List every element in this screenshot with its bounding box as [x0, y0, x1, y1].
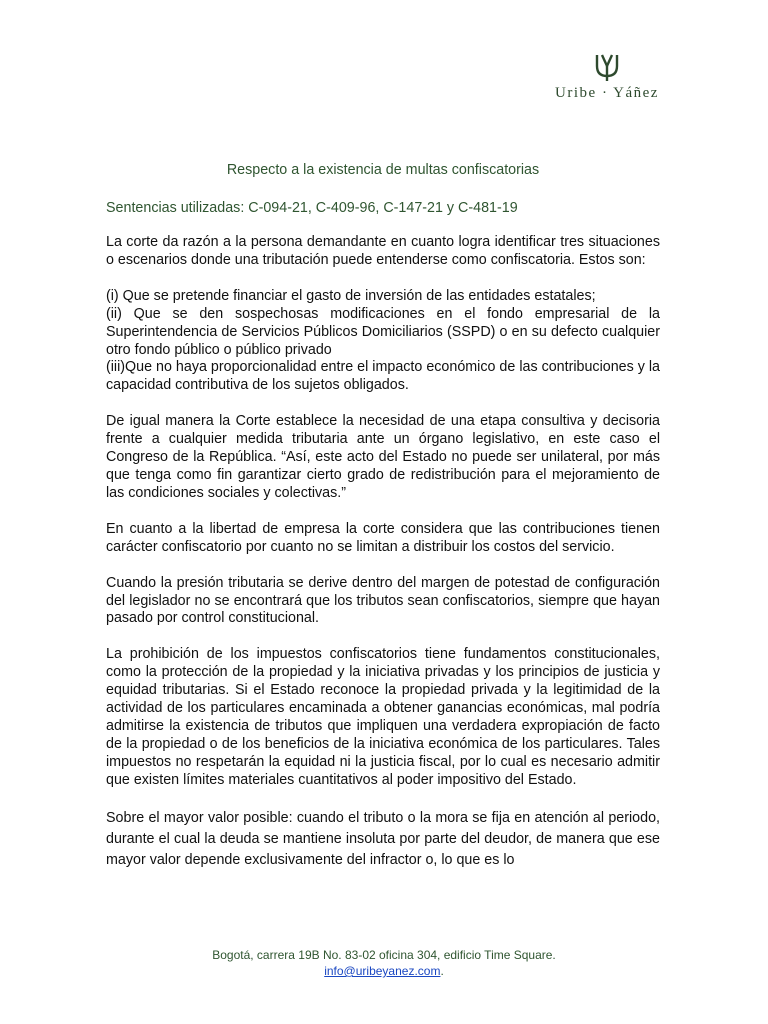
paragraph-libertad-empresa: En cuanto a la libertad de empresa la corte considera que las contribuciones tienen carácter confiscatorio por cuanto no se limitan a distribuir los costos del servicio.	[106, 520, 660, 555]
list-item: (iii)Que no haya proporcionalidad entre el impacto económico de las contribuciones y la capacidad contributiva de los sujetos obligados.	[106, 359, 660, 394]
document-body	[106, 160, 660, 889]
intro-paragraph: La corte da razón a la persona demandante en cuanto logra identificar tres situaciones o escenarios donde una tributación puede entenderse como confiscatoria. Estos son:	[106, 234, 660, 268]
page-footer	[0, 947, 768, 979]
paragraph-mayor-valor: Sobre el mayor valor posible: cuando el tributo o la mora se fija en atención al periodo, durante el cual la deuda se mantiene insoluta por parte del deudor, de manera que ese mayor valor depende exclusivamente del infractor o, lo que es lo	[106, 809, 660, 868]
brand-name: Uribe · Yáñez	[555, 85, 659, 101]
uy-monogram-icon	[592, 52, 622, 82]
paragraph-presion-tributaria: Cuando la presión tributaria se derive dentro del margen de potestad de configuración del legislador no se encontrará que los tributos sean confiscatorios, siempre que hayan pasado por control constitucional.	[106, 574, 660, 627]
document-title: Respecto a la existencia de multas confiscatorias	[226, 162, 540, 178]
brand-logo	[548, 52, 666, 102]
paragraph-prohibicion: La prohibición de los impuestos confiscatorios tiene fundamentos constitucionales, como la protección de la propiedad y la iniciativa privadas y los principios de justicia y equidad tributarias. Si el Estado reconoce la propiedad privada y la legitimidad de la actividad de los particulares encaminada a obtener ganancias económicas, mal podría admitirse la existencia de tributos que impliquen una verdadera expropiación de facto de la propiedad o de los beneficios de la iniciativa económica de los particulares. Tales impuestos no respetarán la equidad ni la justicia fiscal, por lo cual es necesario admitir que existen límites materiales cuantitativos al poder impositivo del Estado.	[106, 646, 660, 788]
sentencias-line: Sentencias utilizadas: C-094-21, C-409-96, C-147-21 y C-481-19	[106, 200, 518, 216]
criteria-list	[106, 288, 660, 395]
email-link[interactable]: info@uribeyanez.com	[324, 964, 441, 978]
list-item: (i) Que se pretende financiar el gasto de inversión de las entidades estatales;	[106, 287, 596, 304]
list-item: (ii) Que se den sospechosas modificaciones en el fondo empresarial de la Superintendencia de Servicios Públicos Domiciliarios (SSPD) o en su defecto cualquier otro fondo público o público privado	[106, 305, 660, 358]
paragraph-consultiva: De igual manera la Corte establece la necesidad de una etapa consultiva y decisoria frente a cualquier medida tributaria ante un órgano legislativo, en este caso el Congreso de la República. “Así, este acto del Estado no puede ser unilateral, por más que tenga como fin garantizar cierto grado de redistribución para el mejoramiento de las condiciones sociales y colectivas.”	[106, 413, 660, 501]
footer-address: Bogotá, carrera 19B No. 83-02 oficina 304, edificio Time Square.	[212, 948, 556, 962]
footer-contact	[0, 963, 768, 979]
email-suffix: .	[440, 964, 444, 978]
